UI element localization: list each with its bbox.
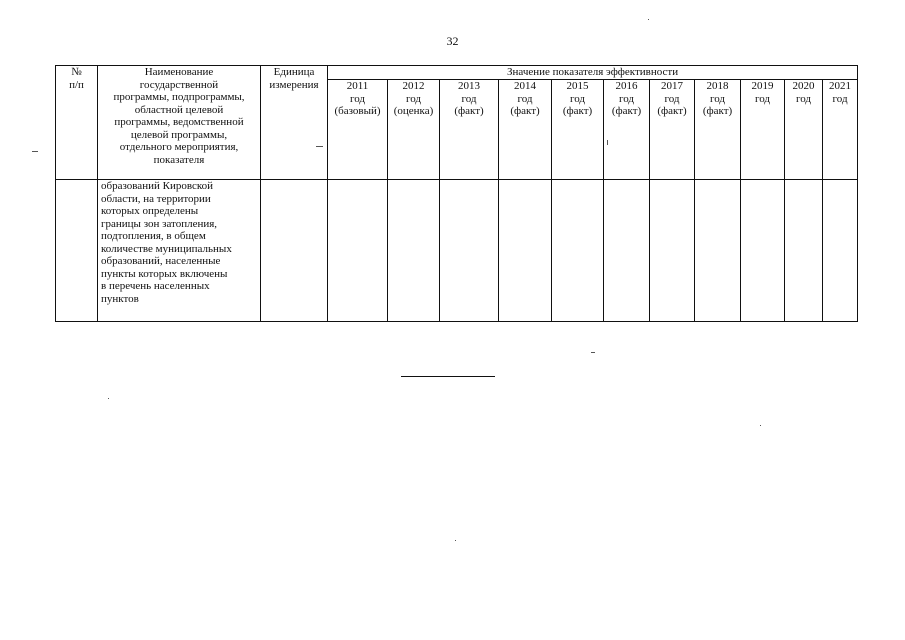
header-year: 2019 год xyxy=(741,80,785,180)
scan-speck xyxy=(591,352,595,353)
header-name: Наименование государственной программы, подпрограммы, областной целевой программы, ведомственной целевой программы, отдельного мероприятия, показателя xyxy=(98,66,261,180)
header-year: 2014 год (факт) xyxy=(499,80,552,180)
row-value-cell xyxy=(552,180,604,322)
header-row-top xyxy=(56,66,858,80)
header-unit: Единица измерения xyxy=(261,66,328,180)
row-value-cell xyxy=(388,180,440,322)
end-rule xyxy=(401,376,495,377)
row-value-cell xyxy=(499,180,552,322)
row-value-cell xyxy=(741,180,785,322)
header-year: 2011 год (базовый) xyxy=(328,80,388,180)
table-row xyxy=(56,180,858,322)
scan-speck xyxy=(316,146,323,147)
header-number: № п/п xyxy=(56,66,98,180)
row-value-cell xyxy=(650,180,695,322)
row-name-cell: образований Кировской области, на территории которых определены границы зон затопления, подтопления, в общем количестве муниципальных образований, населенные пункты которых включены в перечень населенных пунктов xyxy=(98,180,261,322)
row-unit-cell xyxy=(261,180,328,322)
header-year: 2015 год (факт) xyxy=(552,80,604,180)
header-year: 2017 год (факт) xyxy=(650,80,695,180)
row-value-cell xyxy=(823,180,858,322)
scan-speck xyxy=(648,19,649,20)
header-year: 2016 год (факт) xyxy=(604,80,650,180)
row-value-cell xyxy=(440,180,499,322)
page-number: 32 xyxy=(446,34,459,48)
scan-speck xyxy=(607,140,608,145)
scan-speck xyxy=(32,151,38,152)
header-year: 2020 год xyxy=(785,80,823,180)
header-indicator-values: Значение показателя эффективности xyxy=(328,66,858,80)
scan-speck xyxy=(760,425,761,426)
scan-speck xyxy=(455,540,456,541)
row-value-cell xyxy=(785,180,823,322)
header-year: 2018 год (факт) xyxy=(695,80,741,180)
header-year: 2021 год xyxy=(823,80,858,180)
row-value-cell xyxy=(328,180,388,322)
row-number-cell xyxy=(56,180,98,322)
row-value-cell xyxy=(604,180,650,322)
indicators-table xyxy=(55,65,858,322)
header-year: 2012 год (оценка) xyxy=(388,80,440,180)
row-value-cell xyxy=(695,180,741,322)
scan-speck xyxy=(108,398,109,399)
header-year: 2013 год (факт) xyxy=(440,80,499,180)
